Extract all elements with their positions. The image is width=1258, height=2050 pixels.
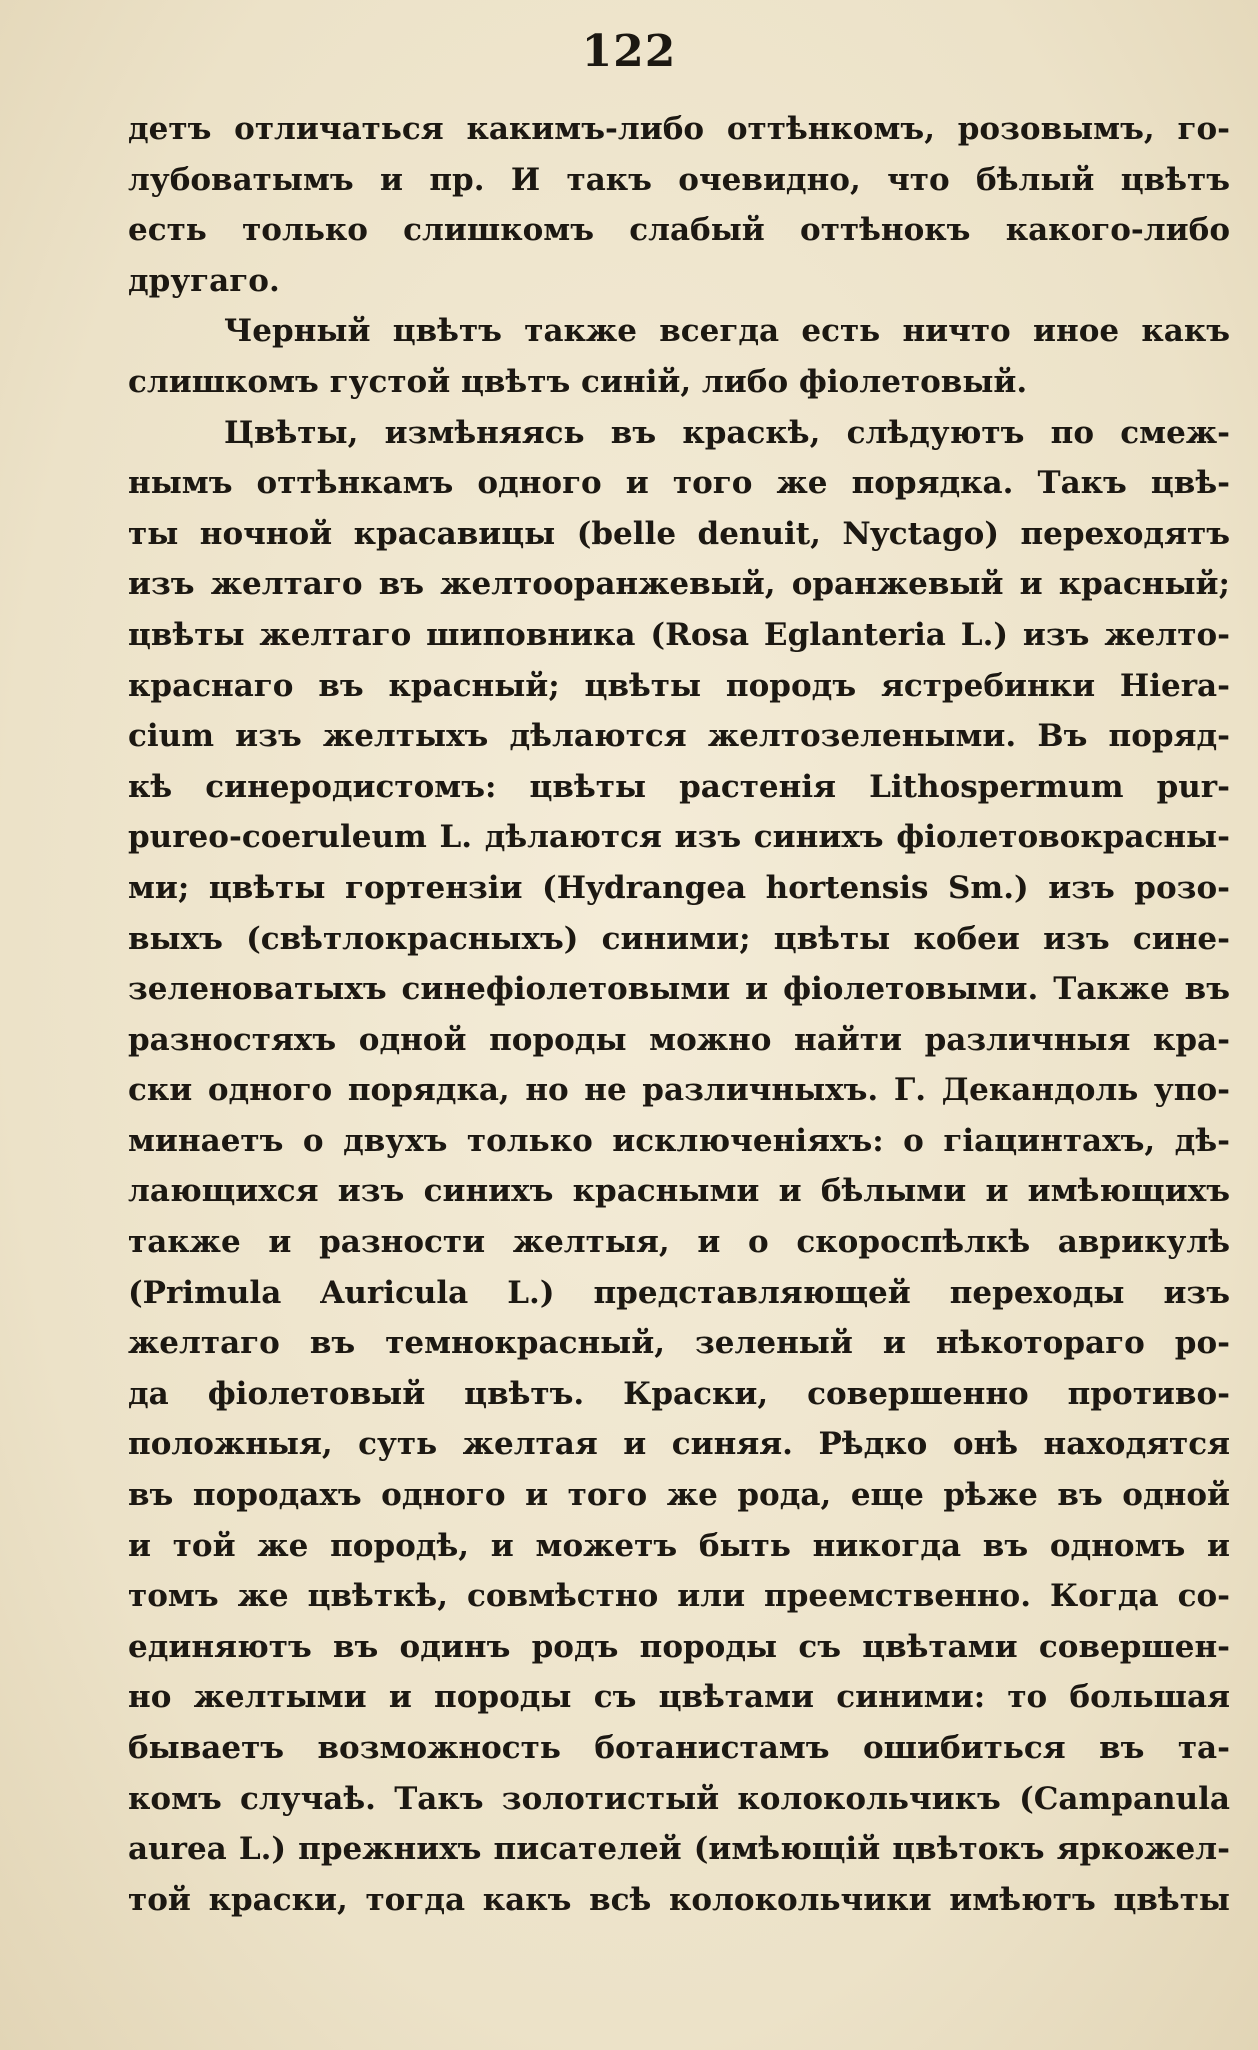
- text-line: Цвѣты, измѣняясь въ краскѣ, слѣдуютъ по смеж-: [224, 414, 1230, 451]
- text-line: нымъ оттѣнкамъ одного и того же порядка. Такъ цвѣ-: [128, 465, 1230, 502]
- text-line: есть только слишкомъ слабый оттѣнокъ какого-либо: [128, 212, 1230, 249]
- text-line: положныя, суть желтая и синяя. Рѣдко онѣ находятся: [128, 1426, 1230, 1463]
- text-line: и той же породѣ, и можетъ быть никогда въ одномъ и: [128, 1527, 1230, 1564]
- body-text: [128, 104, 1230, 1925]
- text-line: лубоватымъ и пр. И такъ очевидно, что бѣлый цвѣтъ: [128, 161, 1230, 198]
- text-line: ми; цвѣты гортензіи (Hydrangea hortensis Sm.) изъ розо-: [128, 869, 1230, 906]
- text-line: детъ отличаться какимъ-либо оттѣнкомъ, розовымъ, го-: [128, 111, 1230, 147]
- text-line: минаетъ о двухъ только исключеніяхъ: о гіацинтахъ, дѣ-: [128, 1122, 1230, 1159]
- text-line: другаго.: [128, 262, 280, 299]
- text-line: краснаго въ красный; цвѣты породъ ястребинки Hiera-: [128, 667, 1230, 704]
- text-line: также и разности желтыя, и о скороспѣлкѣ аврикулѣ: [128, 1224, 1230, 1261]
- text-line: pureo-coeruleum L. дѣлаются изъ синихъ фіолетовокрасны-: [128, 819, 1230, 856]
- text-line: бываетъ возможность ботанистамъ ошибиться въ та-: [128, 1730, 1230, 1766]
- text-line: въ породахъ одного и того же рода, еще рѣже въ одной: [128, 1477, 1230, 1514]
- text-line: aurea L.) прежнихъ писателей (имѣющій цвѣтокъ яркожел-: [128, 1831, 1230, 1868]
- text-line: зеленоватыхъ синефіолетовыми и фіолетовыми. Также въ: [128, 971, 1230, 1008]
- text-line: (Primula Auricula L.) представляющей переходы изъ: [128, 1274, 1230, 1311]
- text-line: изъ желтаго въ желтооранжевый, оранжевый и красный;: [128, 566, 1230, 603]
- text-line: слишкомъ густой цвѣтъ синій, либо фіолетовый.: [128, 363, 1028, 400]
- text-line: да фіолетовый цвѣтъ. Краски, совершенно противо-: [128, 1375, 1230, 1412]
- text-line: cium изъ желтыхъ дѣлаются желтозелеными. Въ поряд-: [128, 718, 1230, 755]
- text-line: Черный цвѣтъ также всегда есть ничто иное какъ: [224, 313, 1230, 350]
- text-line: кѣ синеродистомъ: цвѣты растенія Lithospermum pur-: [128, 768, 1230, 805]
- page-number: 122: [581, 26, 677, 77]
- text-line: единяютъ въ одинъ родъ породы съ цвѣтами совершен-: [128, 1628, 1230, 1665]
- text-line: комъ случаѣ. Такъ золотистый колокольчикъ (Campanula: [128, 1780, 1230, 1817]
- text-line: но желтыми и породы съ цвѣтами синими: то большая: [128, 1679, 1230, 1716]
- text-line: цвѣты желтаго шиповника (Rosa Eglanteria L.) изъ желто-: [128, 616, 1230, 653]
- text-line: ски одного порядка, но не различныхъ. Г. Декандоль упо-: [128, 1072, 1230, 1109]
- text-line: томъ же цвѣткѣ, совмѣстно или преемственно. Когда со-: [128, 1578, 1230, 1615]
- text-line: той краски, тогда какъ всѣ колокольчики имѣютъ цвѣты: [128, 1881, 1230, 1918]
- text-line: лающихся изъ синихъ красными и бѣлыми и имѣющихъ: [128, 1173, 1230, 1210]
- text-line: ты ночной красавицы (belle denuit, Nyctago) переходятъ: [128, 515, 1230, 552]
- text-line: желтаго въ темнокрасный, зеленый и нѣкотораго ро-: [128, 1325, 1230, 1362]
- text-line: разностяхъ одной породы можно найти различныя кра-: [128, 1021, 1230, 1058]
- text-line: выхъ (свѣтлокрасныхъ) синими; цвѣты кобеи изъ сине-: [128, 920, 1230, 957]
